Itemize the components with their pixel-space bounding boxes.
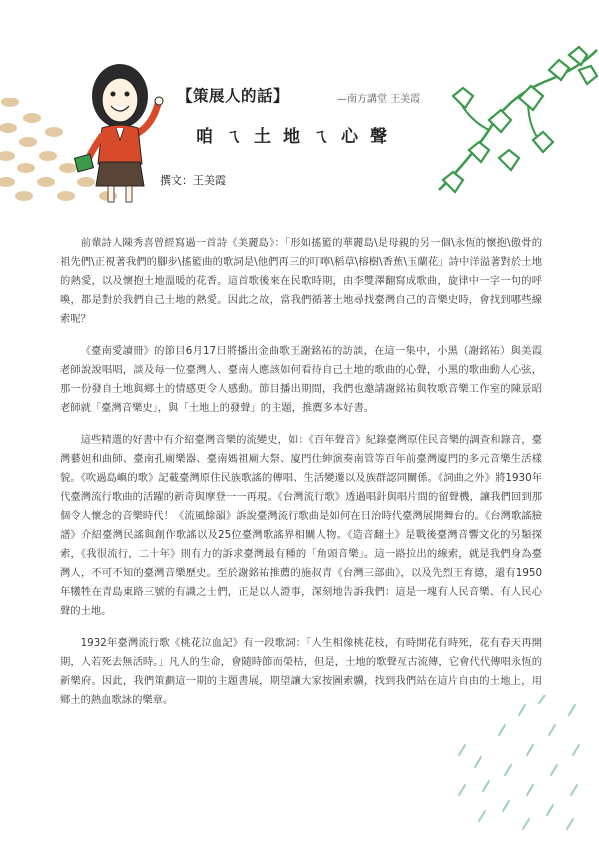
article-body [60,234,542,723]
vine-leaves-decoration [429,40,599,200]
author-byline: 撰文：王美霞 [160,174,226,187]
page-title: 【策展人的話】 [177,87,290,105]
article-heading: 咱ㄟ土地ㄟ心聲 [196,127,399,147]
paragraph: 前輩詩人陳秀喜曾經寫過一首詩《美麗島》：「形如搖籃的華麗島\是母親的另一個\永恆的懷抱\傲骨的祖先們\正視著我們的腳步\搖籃曲的歌詞是\他們再三的叮嚀\稻草\榕樹\香蕉\玉蘭花」詩中洋溢著對於土地的熱愛，以及懷抱土地溫暖的花香。這首歌後來在民歌時期，由李雙澤翻寫成歌曲，旋律中一字一句的呼喚，都是對於我們自己土地的熱愛。因此之故，當我們循著土地尋找臺灣自己的音樂史時，會找到哪些線索呢？ [60,237,542,325]
paragraph: 《臺南愛讀冊》的節目6月17日將播出金曲歌王謝銘祐的訪談，在這一集中，小黑（謝銘祐）與美霞老師說說唱唱，談及每一位臺灣人、臺南人應該如何看待自己土地的歌曲的心聲，小黑的歌曲動人心弦，那一份發自土地與鄉土的情感更令人感動。節目播出期間，我們也邀請謝銘祐與牧歌音樂工作室的陳景昭老師就「臺灣音樂史」，與「土地上的發聲」的主題，推薦多本好書。 [60,345,542,414]
paragraph: 這些精選的好書中有介紹臺灣音樂的流變史，如：《百年聲音》紀錄臺灣原住民音樂的調查和錄音，臺灣藝妲和曲師、臺南孔廟樂器、臺南媽祖廟大祭、廈門仕紳演奏南管等百年前臺灣廈門的多元音樂生活樣貌。《吹過島嶼的歌》記載臺灣原住民族歌謠的傳唱、生活變遷以及族群認同關係。《詞曲之外》將1930年代臺灣流行歌曲的活躍的新奇與摩登一一再現。《台灣流行歌》透過唱針與唱片間的留聲機，讓我們回到那個令人懷念的音樂時代！《流風餘韻》訴說臺灣流行歌曲是如何在日治時代臺灣展開舞台的。《台灣歌謠臉譜》介紹臺灣民謠與創作歌謠以及25位臺灣歌謠界相關人物。《造音翻土》是戰後臺灣音響文化的另類探索，《我很流行，二十年》則有力的訴求臺灣最有種的「角頭音樂」。這一路拉出的線索，就是我們身為臺灣人，不可不知的臺灣音樂歷史。至於謝銘祐推薦的施叔青《台灣三部曲》，以及先烈王育德，還有1950年犧牲在青島東路三號的有識之士們，正是以人證事，深刻地告訴我們：這是一塊有人民音樂、有人民心聲的土地。 [60,434,542,617]
page-subtitle: —南方講堂 王美霞 [337,94,421,105]
curator-illustration [72,56,172,206]
paragraph: 1932年臺灣流行歌《桃花泣血記》有一段歌詞：「人生相像桃花枝，有時開花有時死，花有春天再開期，人若死去無活時。」凡人的生命，會隨時節而榮枯，但是，土地的歌聲亙古流傳，它會代代傳唱永恆的新樂府。因此，我們策劃這一期的主題書展，期望讓大家按圖索驥，找到我們站在這片自由的土地上，用鄉土的熱血歌詠的樂章。 [60,637,542,706]
